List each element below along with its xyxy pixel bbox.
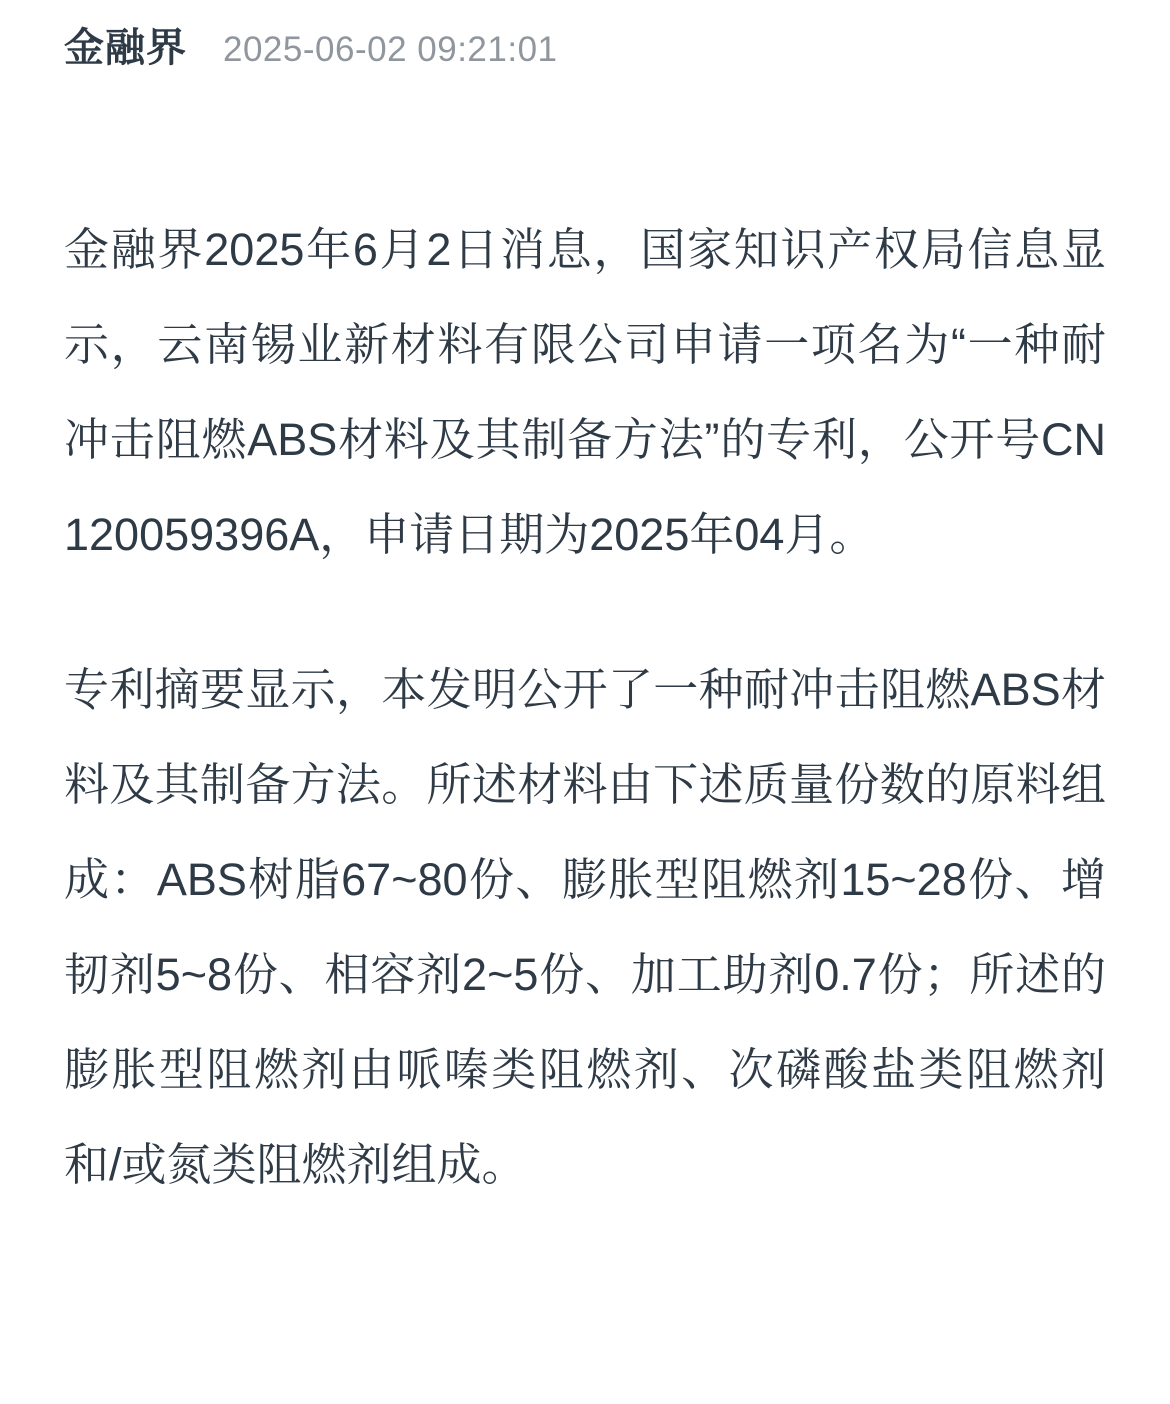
publisher-name[interactable]: 金融界 <box>64 26 187 70</box>
paragraph-patent-abstract: 专利摘要显示，本发明公开了一种耐冲击阻燃ABS材料及其制备方法。所述材料由下述质量份数的原料组成：ABS树脂67~80份、膨胀型阻燃剂15~28份、增韧剂5~8份、相容剂2~5份、加工助剂0.7份；所述的膨胀型阻燃剂由哌嗪类阻燃剂、次磷酸盐类阻燃剂和/或氮类阻燃剂组成。 <box>64 664 1106 1190</box>
paragraph-patent-announcement: 金融界2025年6月2日消息，国家知识产权局信息显示，云南锡业新材料有限公司申请一项名为“一种耐冲击阻燃ABS材料及其制备方法”的专利，公开号CN120059396A，申请日期为2025年04月。 <box>64 224 1106 560</box>
article-header <box>64 24 1106 74</box>
publish-timestamp: 2025-06-02 09:21:01 <box>223 30 558 69</box>
article-body <box>64 202 1106 1212</box>
